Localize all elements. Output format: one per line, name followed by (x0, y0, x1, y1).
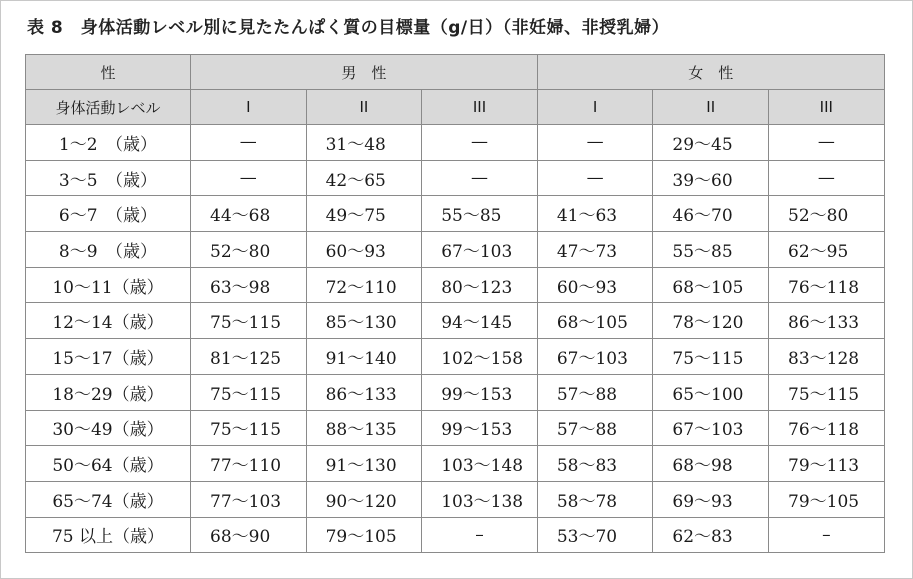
value-cell: 55～85 (422, 196, 538, 232)
value-cell: 62～83 (653, 517, 769, 553)
value-cell: — (537, 160, 653, 196)
value-cell: 75～115 (769, 374, 885, 410)
value-cell: 75～115 (191, 374, 307, 410)
value-cell: 75～115 (191, 303, 307, 339)
age-group-cell: 8～9 （歳） (26, 232, 191, 268)
header-female-level-1: I (537, 90, 653, 125)
value-cell: 49～75 (306, 196, 422, 232)
table-row (26, 481, 885, 517)
value-cell: 55～85 (653, 232, 769, 268)
value-cell: – (769, 517, 885, 553)
value-cell: 85～130 (306, 303, 422, 339)
table-row (26, 446, 885, 482)
age-group-cell: 15～17（歳） (26, 339, 191, 375)
value-cell: 53～70 (537, 517, 653, 553)
value-cell: 68～98 (653, 446, 769, 482)
table-row (26, 303, 885, 339)
header-male-level-2: II (306, 90, 422, 125)
age-group-cell: 1～2 （歳） (26, 125, 191, 161)
value-cell: — (422, 125, 538, 161)
value-cell: 67～103 (422, 232, 538, 268)
value-cell: 99～153 (422, 374, 538, 410)
table-body (26, 125, 885, 553)
age-group-cell: 6～7 （歳） (26, 196, 191, 232)
table-row (26, 267, 885, 303)
header-female-level-2: II (653, 90, 769, 125)
value-cell: 99～153 (422, 410, 538, 446)
value-cell: 63～98 (191, 267, 307, 303)
value-cell: 91～130 (306, 446, 422, 482)
value-cell: 31～48 (306, 125, 422, 161)
value-cell: 60～93 (537, 267, 653, 303)
value-cell: 42～65 (306, 160, 422, 196)
value-cell: 102～158 (422, 339, 538, 375)
value-cell: 62～95 (769, 232, 885, 268)
age-group-cell: 3～5 （歳） (26, 160, 191, 196)
age-group-cell: 30～49（歳） (26, 410, 191, 446)
value-cell: 68～105 (537, 303, 653, 339)
value-cell: 91～140 (306, 339, 422, 375)
value-cell: 65～100 (653, 374, 769, 410)
value-cell: 77～103 (191, 481, 307, 517)
table-row (26, 232, 885, 268)
table-row (26, 125, 885, 161)
value-cell: 75～115 (191, 410, 307, 446)
value-cell: 94～145 (422, 303, 538, 339)
table-row (26, 339, 885, 375)
value-cell: 88～135 (306, 410, 422, 446)
value-cell: 46～70 (653, 196, 769, 232)
value-cell: 60～93 (306, 232, 422, 268)
value-cell: 52～80 (769, 196, 885, 232)
value-cell: — (769, 160, 885, 196)
age-group-cell: 12～14（歳） (26, 303, 191, 339)
header-male-level-1: I (191, 90, 307, 125)
value-cell: 80～123 (422, 267, 538, 303)
value-cell: 57～88 (537, 374, 653, 410)
value-cell: 90～120 (306, 481, 422, 517)
value-cell: 76～118 (769, 410, 885, 446)
value-cell: 79～105 (769, 481, 885, 517)
header-female: 女 性 (537, 55, 884, 90)
value-cell: 103～148 (422, 446, 538, 482)
value-cell: 81～125 (191, 339, 307, 375)
value-cell: 86～133 (769, 303, 885, 339)
table-row (26, 196, 885, 232)
value-cell: 69～93 (653, 481, 769, 517)
header-row-level (26, 90, 885, 125)
value-cell: — (191, 160, 307, 196)
value-cell: 103～138 (422, 481, 538, 517)
value-cell: 52～80 (191, 232, 307, 268)
header-activity-level: 身体活動レベル (26, 90, 191, 125)
age-group-cell: 75 以上（歳） (26, 517, 191, 553)
value-cell: 44～68 (191, 196, 307, 232)
protein-target-table (25, 54, 885, 553)
value-cell: 58～83 (537, 446, 653, 482)
value-cell: 77～110 (191, 446, 307, 482)
age-group-cell: 65～74（歳） (26, 481, 191, 517)
value-cell: 58～78 (537, 481, 653, 517)
value-cell: 79～105 (306, 517, 422, 553)
value-cell: — (537, 125, 653, 161)
value-cell: 75～115 (653, 339, 769, 375)
header-male-level-3: III (422, 90, 538, 125)
value-cell: — (422, 160, 538, 196)
table-row (26, 410, 885, 446)
value-cell: 67～103 (537, 339, 653, 375)
header-sex: 性 (26, 55, 191, 90)
age-group-cell: 18～29（歳） (26, 374, 191, 410)
value-cell: — (769, 125, 885, 161)
value-cell: 78～120 (653, 303, 769, 339)
value-cell: 72～110 (306, 267, 422, 303)
header-male: 男 性 (191, 55, 538, 90)
value-cell: 39～60 (653, 160, 769, 196)
value-cell: 57～88 (537, 410, 653, 446)
value-cell: – (422, 517, 538, 553)
value-cell: 68～105 (653, 267, 769, 303)
value-cell: 76～118 (769, 267, 885, 303)
value-cell: 47～73 (537, 232, 653, 268)
value-cell: 67～103 (653, 410, 769, 446)
header-female-level-3: III (769, 90, 885, 125)
value-cell: 41～63 (537, 196, 653, 232)
value-cell: 83～128 (769, 339, 885, 375)
age-group-cell: 50～64（歳） (26, 446, 191, 482)
value-cell: 29～45 (653, 125, 769, 161)
table-row (26, 160, 885, 196)
value-cell: 79～113 (769, 446, 885, 482)
age-group-cell: 10～11（歳） (26, 267, 191, 303)
table-title: 表 8 身体活動レベル別に見たたんぱく質の目標量（g/日）（非妊婦、非授乳婦） (27, 18, 670, 38)
header-row-sex (26, 55, 885, 90)
table-row (26, 517, 885, 553)
value-cell: — (191, 125, 307, 161)
table-row (26, 374, 885, 410)
value-cell: 68～90 (191, 517, 307, 553)
value-cell: 86～133 (306, 374, 422, 410)
